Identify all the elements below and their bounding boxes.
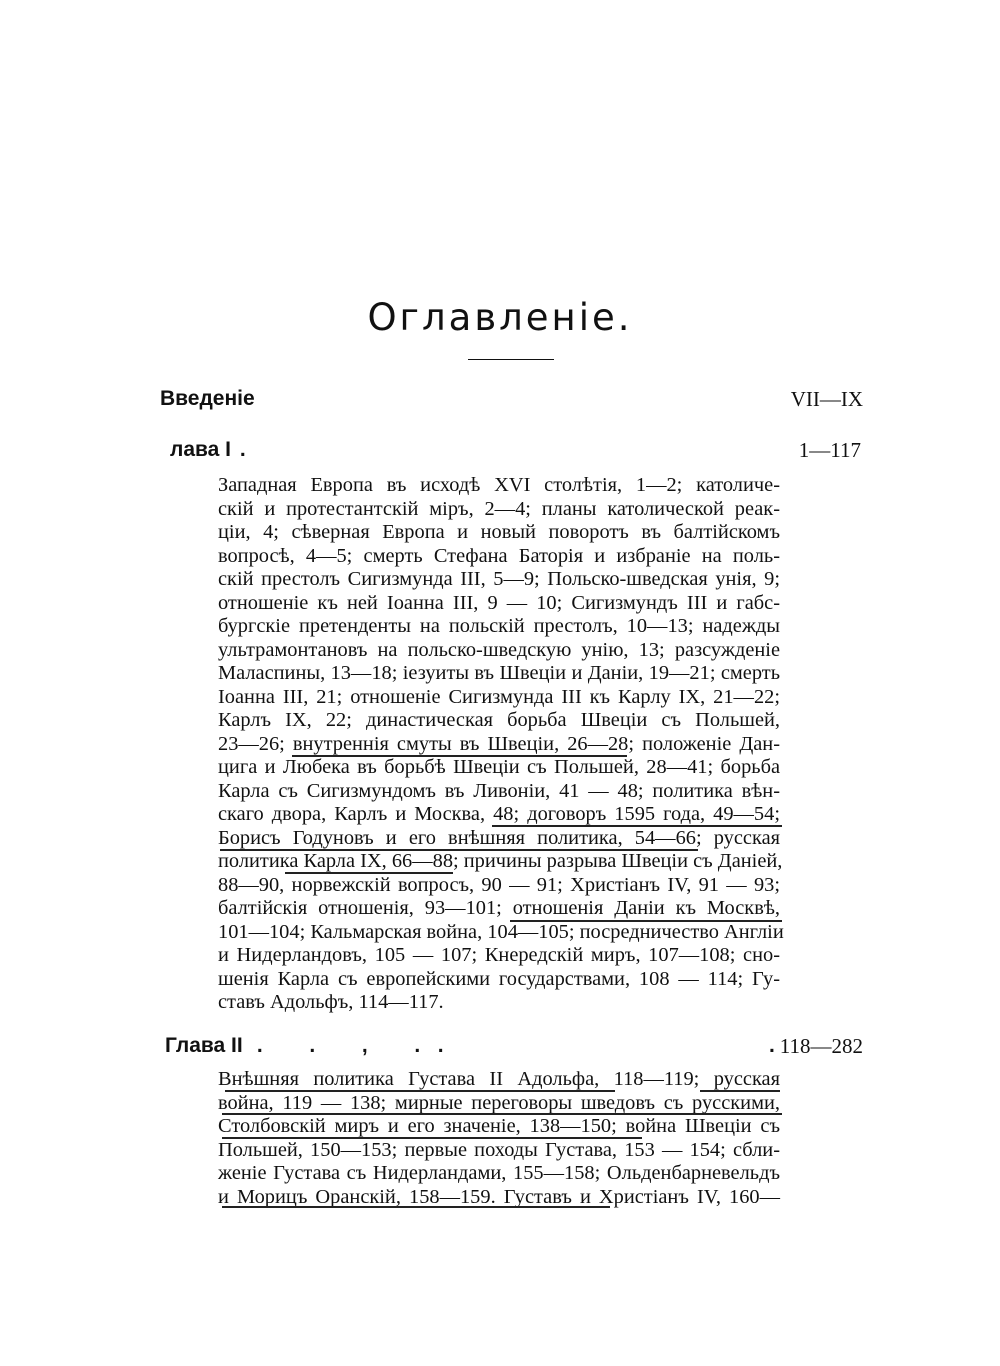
summary-line: Карлъ IX, 22; династическая борьба Швеціи съ Польшей, bbox=[218, 709, 780, 731]
toc-entry-pages: VII—IX bbox=[790, 387, 863, 411]
toc-leader-dots-end: . bbox=[769, 1034, 775, 1057]
pencil-underline bbox=[285, 872, 453, 874]
toc-entry-label: лава I bbox=[170, 438, 232, 461]
summary-line: ціи, 4; сѣверная Европа и новый поворотъ въ балтійскомъ bbox=[218, 521, 780, 543]
summary-line: Іоанна III, 21; отношеніе Сигизмунда III къ Карлу IX, 21—22; bbox=[218, 685, 780, 708]
summary-line: политика Карла IX, 66—88; причины разрыва Швеціи съ Даніей, bbox=[218, 850, 783, 872]
pencil-underline bbox=[222, 1137, 642, 1139]
summary-line: отношеніе къ ней Іоанна III, 9 — 10; Сигизмундъ III и габс- bbox=[218, 591, 780, 614]
toc-leader-dots: . bbox=[234, 438, 246, 461]
pencil-underline bbox=[220, 849, 698, 851]
toc-entry-pages: 118—282 bbox=[779, 1034, 863, 1058]
pencil-underline bbox=[292, 755, 627, 757]
summary-line: балтійскія отношенія, 93—101; отношенія Даніи къ Москвѣ, bbox=[218, 897, 780, 919]
summary-line: скій престолъ Сигизмунда III, 5—9; Польско-шведская унія, 9; bbox=[218, 568, 780, 590]
summary-line: женіе Густава съ Нидерландами, 155—158; Ольденбарневельдъ bbox=[218, 1162, 780, 1184]
pencil-underline bbox=[510, 920, 782, 922]
page-title: Оглавленіе. bbox=[367, 296, 633, 339]
summary-line: вопросѣ, 4—5; смерть Стефана Баторія и избраніе на поль- bbox=[218, 544, 780, 567]
summary-line: шенія Карла съ европейскими государствами, 108 — 114; Гу- bbox=[218, 967, 780, 990]
summary-line: и Морицъ Оранскій, 158—159. Густавъ и Христіанъ IV, 160— bbox=[218, 1185, 780, 1208]
pencil-underline bbox=[492, 825, 782, 827]
summary-line: 101—104; Кальмарская война, 104—105; посредничество Англіи bbox=[218, 920, 784, 943]
toc-entry-intro[interactable] bbox=[160, 387, 863, 417]
toc-entry-label: Глава II bbox=[165, 1034, 243, 1057]
summary-line: Столбовскій миръ и его значеніе, 138—150; война Швеціи съ bbox=[218, 1115, 780, 1137]
summary-line: ультрамонтановъ на польско-шведскую унію, 13; разсужденіе bbox=[218, 638, 780, 661]
pencil-underline bbox=[225, 1090, 615, 1092]
summary-line: ставъ Адольфъ, 114—117. bbox=[218, 991, 444, 1013]
summary-line: Маласпины, 13—18; іезуиты въ Швеціи и Даніи, 19—21; смерть bbox=[218, 662, 780, 684]
summary-line: Внѣшняя политика Густава II Адольфа, 118—119; русская bbox=[218, 1068, 780, 1090]
summary-line: Карла съ Сигизмундомъ въ Ливоніи, 41 — 48; политика вѣн- bbox=[218, 779, 780, 802]
pencil-underline bbox=[700, 1090, 780, 1092]
pencil-underline bbox=[222, 1113, 782, 1115]
toc-entry-chapter-1[interactable] bbox=[170, 438, 861, 468]
summary-line: скаго двора, Карлъ и Москва, 48; договоръ 1595 года, 49—54; bbox=[218, 803, 780, 825]
summary-line: бургскіе претенденты на польскій престолъ, 10—13; надежды bbox=[218, 615, 780, 637]
toc-entry-label: Введеніе bbox=[160, 387, 255, 410]
pencil-underline bbox=[222, 1206, 610, 1208]
toc-entry-pages: 1—117 bbox=[798, 438, 861, 462]
summary-line: Западная Европа въ исходѣ XVI столѣтія, 1—2; католиче- bbox=[218, 474, 780, 496]
summary-line: 23—26; внутреннія смуты въ Швеціи, 26—28; положеніе Дан- bbox=[218, 732, 780, 755]
chapter-1-summary bbox=[218, 474, 784, 1015]
summary-line: Борисъ Годуновъ и его внѣшняя политика, 54—66; русская bbox=[218, 826, 780, 849]
summary-line: война, 119 — 138; мирные переговоры шведовъ съ русскими, bbox=[218, 1091, 780, 1114]
toc-leader-dots: . . , . . bbox=[251, 1034, 444, 1057]
summary-line: цига и Любека въ борьбѣ Швеціи съ Польшей, 28—41; борьба bbox=[218, 756, 780, 778]
summary-line: скій и протестантскій міръ, 2—4; планы католической реак- bbox=[218, 497, 780, 520]
summary-line: и Нидерландовъ, 105 — 107; Кнередскій миръ, 107—108; сно- bbox=[218, 944, 780, 966]
toc-entry-chapter-2[interactable] bbox=[165, 1034, 863, 1064]
summary-line: Польшей, 150—153; первые походы Густава, 153 — 154; сбли- bbox=[218, 1138, 780, 1161]
summary-line: 88—90, норвежскій вопросъ, 90 — 91; Христіанъ IV, 91 — 93; bbox=[218, 873, 780, 896]
title-divider bbox=[468, 359, 554, 360]
